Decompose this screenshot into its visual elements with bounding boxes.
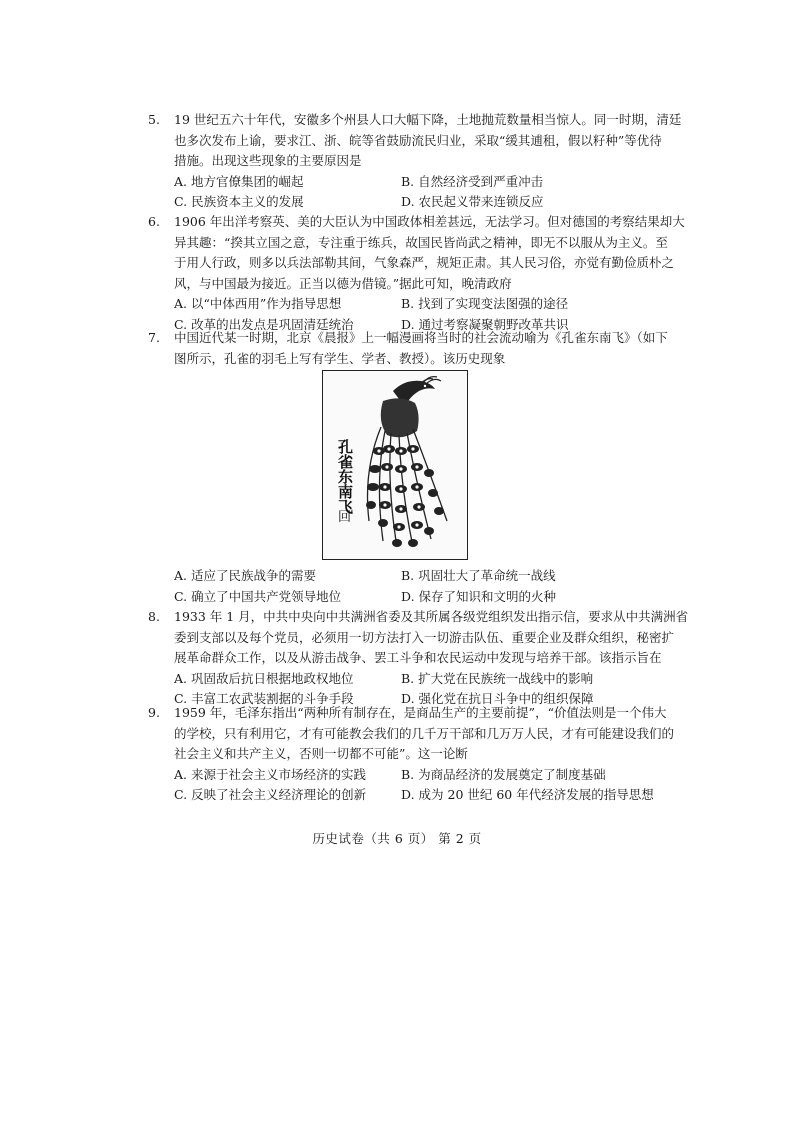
question-8-stem: 8. 1933 年 1 月，中共中央向中共满洲省委及其所属各级党组织发出指示信，要求从中共满洲省 委到支部以及每个党员，必须用一切方法打入一切游击队伍、重要企业及群众组织，秘密扩 展革命群众工作，以及从游击战争、罢工斗争和农民运动中发现与培养干部。该指示旨在 (148, 609, 689, 666)
question-7-stem: 7. 中国近代某一时期，北京《晨报》上一幅漫画将当时的社会流动喻为《孔雀东南飞》（如下 图所示，孔雀的羽毛上写有学生、学者、教授）。该历史现象 (148, 330, 668, 366)
question-number: 7. (148, 330, 160, 345)
option-a: A. 适应了民族战争的需要 (174, 568, 316, 583)
option-b: B. 扩大党在民族统一战线中的影响 (401, 670, 594, 686)
question-5-options (148, 172, 636, 213)
option-a: A. 来源于社会主义市场经济的实践 (174, 766, 366, 782)
question-7-options-block (148, 566, 636, 607)
option-b: B. 自然经济受到严重冲击 (401, 173, 544, 189)
option-c: C. 改革的出发点是巩固清廷统治 (174, 316, 354, 332)
option-d: D. 通过考察凝聚朝野改革共识 (401, 316, 569, 332)
option-b: B. 巩固壮大了革命统一战线 (401, 568, 556, 583)
question-7 (148, 328, 668, 369)
peacock-body (381, 398, 419, 437)
question-6-stem: 6. 1906 年出洋考察英、美的大臣认为中国政体相差甚远，无法学习。但对德国的考察结果却大 异其趣：“揆其立国之意，专注重于练兵，故国民皆尚武之精神，即无不以服从为主义。至 于用人行政，则多以兵法部勒其间，气象森严，规矩正肃。其人民习俗，亦觉有勤俭质朴之 风，与中国最为接近。正当以德为借镜。”据此可知，晚清政府 (148, 214, 685, 291)
question-number: 9. (148, 705, 160, 720)
option-a: A. 以“中体西用”作为指导思想 (174, 296, 342, 312)
option-d: D. 保存了知识和文明的火种 (401, 588, 557, 604)
option-c: C. 丰富工农武装割据的斗争手段 (174, 691, 354, 707)
question-5 (148, 110, 682, 213)
page-footer: 历史试卷（共 6 页） 第 2 页 (312, 831, 482, 846)
question-6 (148, 212, 685, 336)
feather-eyes (366, 445, 444, 547)
option-a: A. 巩固敌后抗日根据地政权地位 (174, 670, 354, 686)
question-7-options (148, 566, 636, 607)
option-b: B. 为商品经济的发展奠定了制度基础 (401, 766, 606, 782)
option-d: D. 成为 20 世纪 60 年代经济发展的指导思想 (401, 787, 654, 803)
question-number: 5. (148, 112, 160, 127)
peacock-cartoon-figure (322, 370, 468, 560)
option-d: D. 农民起义带来连锁反应 (401, 194, 544, 210)
question-8 (148, 607, 689, 710)
option-c: C. 民族资本主义的发展 (174, 194, 304, 210)
option-c: C. 确立了中国共产党领导地位 (174, 588, 342, 604)
question-9-options (148, 765, 654, 806)
option-c: C. 反映了社会主义经济理论的创新 (174, 787, 367, 803)
question-number: 8. (148, 609, 160, 624)
question-number: 6. (148, 214, 160, 229)
question-5-stem: 5. 19 世纪五六十年代，安徽多个州县人口大幅下降，土地抛荒数量相当惊人。同一时期，清廷 也多次发布上谕，要求江、浙、皖等省鼓励流民归业，采取“缓其逋租，假以籽种”等优待 措施。出现这些现象的主要原因是 (148, 112, 682, 169)
option-b: B. 找到了实现变法图强的途径 (401, 296, 569, 312)
question-9 (148, 703, 675, 806)
cartoon-title: 孔雀东南飞 (336, 439, 354, 514)
option-d: D. 强化党在抗日斗争中的组织保障 (401, 691, 594, 707)
question-9-stem: 9. 1959 年，毛泽东指出“两种所有制存在，是商品生产的主要前提”，“价值法则是一个伟大 的学校，只有利用它，才有可能教会我们的几千万干部和几万万人民，才有可能建设我们的 社会主义和共产主义，否则一切都不可能”。这一论断 (148, 705, 675, 762)
cartoon-stamp: 回 (338, 510, 352, 525)
option-a: A. 地方官僚集团的崛起 (174, 173, 304, 189)
peacock-drawing (323, 371, 466, 558)
